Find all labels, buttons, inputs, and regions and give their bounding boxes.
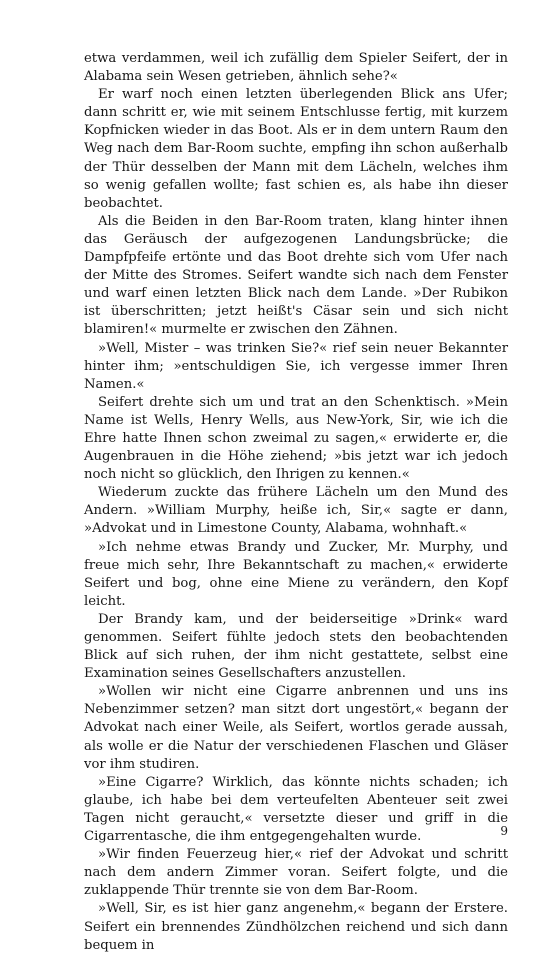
paragraph: etwa verdammen, weil ich zufällig dem Spieler Seifert, der in Alabama sein Wesen getrieben, ähnlich sehe?« [84,51,508,85]
paragraph: Seifert drehte sich um und trat an den Schenktisch. »Mein Name ist Wells, Henry Wells, aus New-York, Sir, wie ich die Ehre hatte Ihnen schon zweimal zu sagen,« erwiderte er, die Augenbrauen in die Höhe ziehend; »bis jetzt war ich jedoch noch nicht so glücklich, den Ihrigen zu kennen.« [84,394,508,483]
paragraph: »Eine Cigarre? Wirklich, das könnte nichts schaden; ich glaube, ich habe bei dem verteufelten Abenteuer seit zwei Tagen nicht geraucht,« versetzte dieser und griff in die Cigarrentasche, die ihm entgegengehalten wurde. [84,774,508,845]
paragraph: »Well, Sir, es ist hier ganz angenehm,« begann der Erstere. Seifert ein brennendes Zündhölzchen reichend und sich dann bequem in [84,901,508,953]
paragraph: Der Brandy kam, und der beiderseitige »Drink« ward genommen. Seifert fühlte jedoch stets den beobachtenden Blick auf sich ruhen, der ihm nicht gestattete, selbst eine Examination seines Gesellschafters anzustellen. [84,611,508,682]
page-number: 9 [500,824,508,838]
paragraph: Wiederum zuckte das frühere Lächeln um den Mund des Andern. »William Murphy, heiße ich, Sir,« sagte er dann, »Advokat und in Limestone County, Alabama, wohnhaft.« [84,485,508,537]
paragraph: Er warf noch einen letzten überlegenden Blick ans Ufer; dann schritt er, wie mit seinem Entschlusse fertig, mit kurzem Kopfnicken wieder in das Boot. Als er in dem untern Raum den Weg nach dem Bar-Room suchte, empfing ihn schon außerhalb der Thür desselben der Mann mit dem Lächeln, welches ihm so wenig gefallen wollte; fast schien es, als habe ihn dieser beobachtet. [84,87,508,211]
paragraph: »Well, Mister – was trinken Sie?« rief sein neuer Bekannter hinter ihm; »entschuldigen Sie, ich vergesse immer Ihren Namen.« [84,340,508,392]
paragraph: »Ich nehme etwas Brandy und Zucker, Mr. Murphy, und freue mich sehr, Ihre Bekanntschaft zu machen,« erwiderte Seifert und bog, ohne eine Miene zu verändern, den Kopf leicht. [84,539,508,609]
paragraph: »Wollen wir nicht eine Cigarre anbrennen und uns ins Nebenzimmer setzen? man sitzt dort ungestört,« begann der Advokat nach einer Weile, als Seifert, wortlos gerade aussah, als wolle er die Natur der verschiedenen Flaschen und Gläser vor ihm studiren. [84,684,508,772]
body-text [84,50,508,955]
paragraph: »Wir finden Feuerzeug hier,« rief der Advokat und schritt nach dem andern Zimmer voran. Seifert folgte, und die zuklappende Thür trennte sie von dem Bar-Room. [84,847,508,899]
paragraph: Als die Beiden in den Bar-Room traten, klang hinter ihnen das Geräusch der aufgezogenen Landungsbrücke; die Dampfpfeife ertönte und das Boot drehte sich vom Ufer nach der Mitte des Stromes. Seifert wandte sich nach dem Fenster und warf einen letzten Blick nach dem Lande. »Der Rubikon ist überschritten; jetzt heißt's Cäsar sein und sich nicht blamiren!« murmelte er zwischen den Zähnen. [84,213,508,338]
